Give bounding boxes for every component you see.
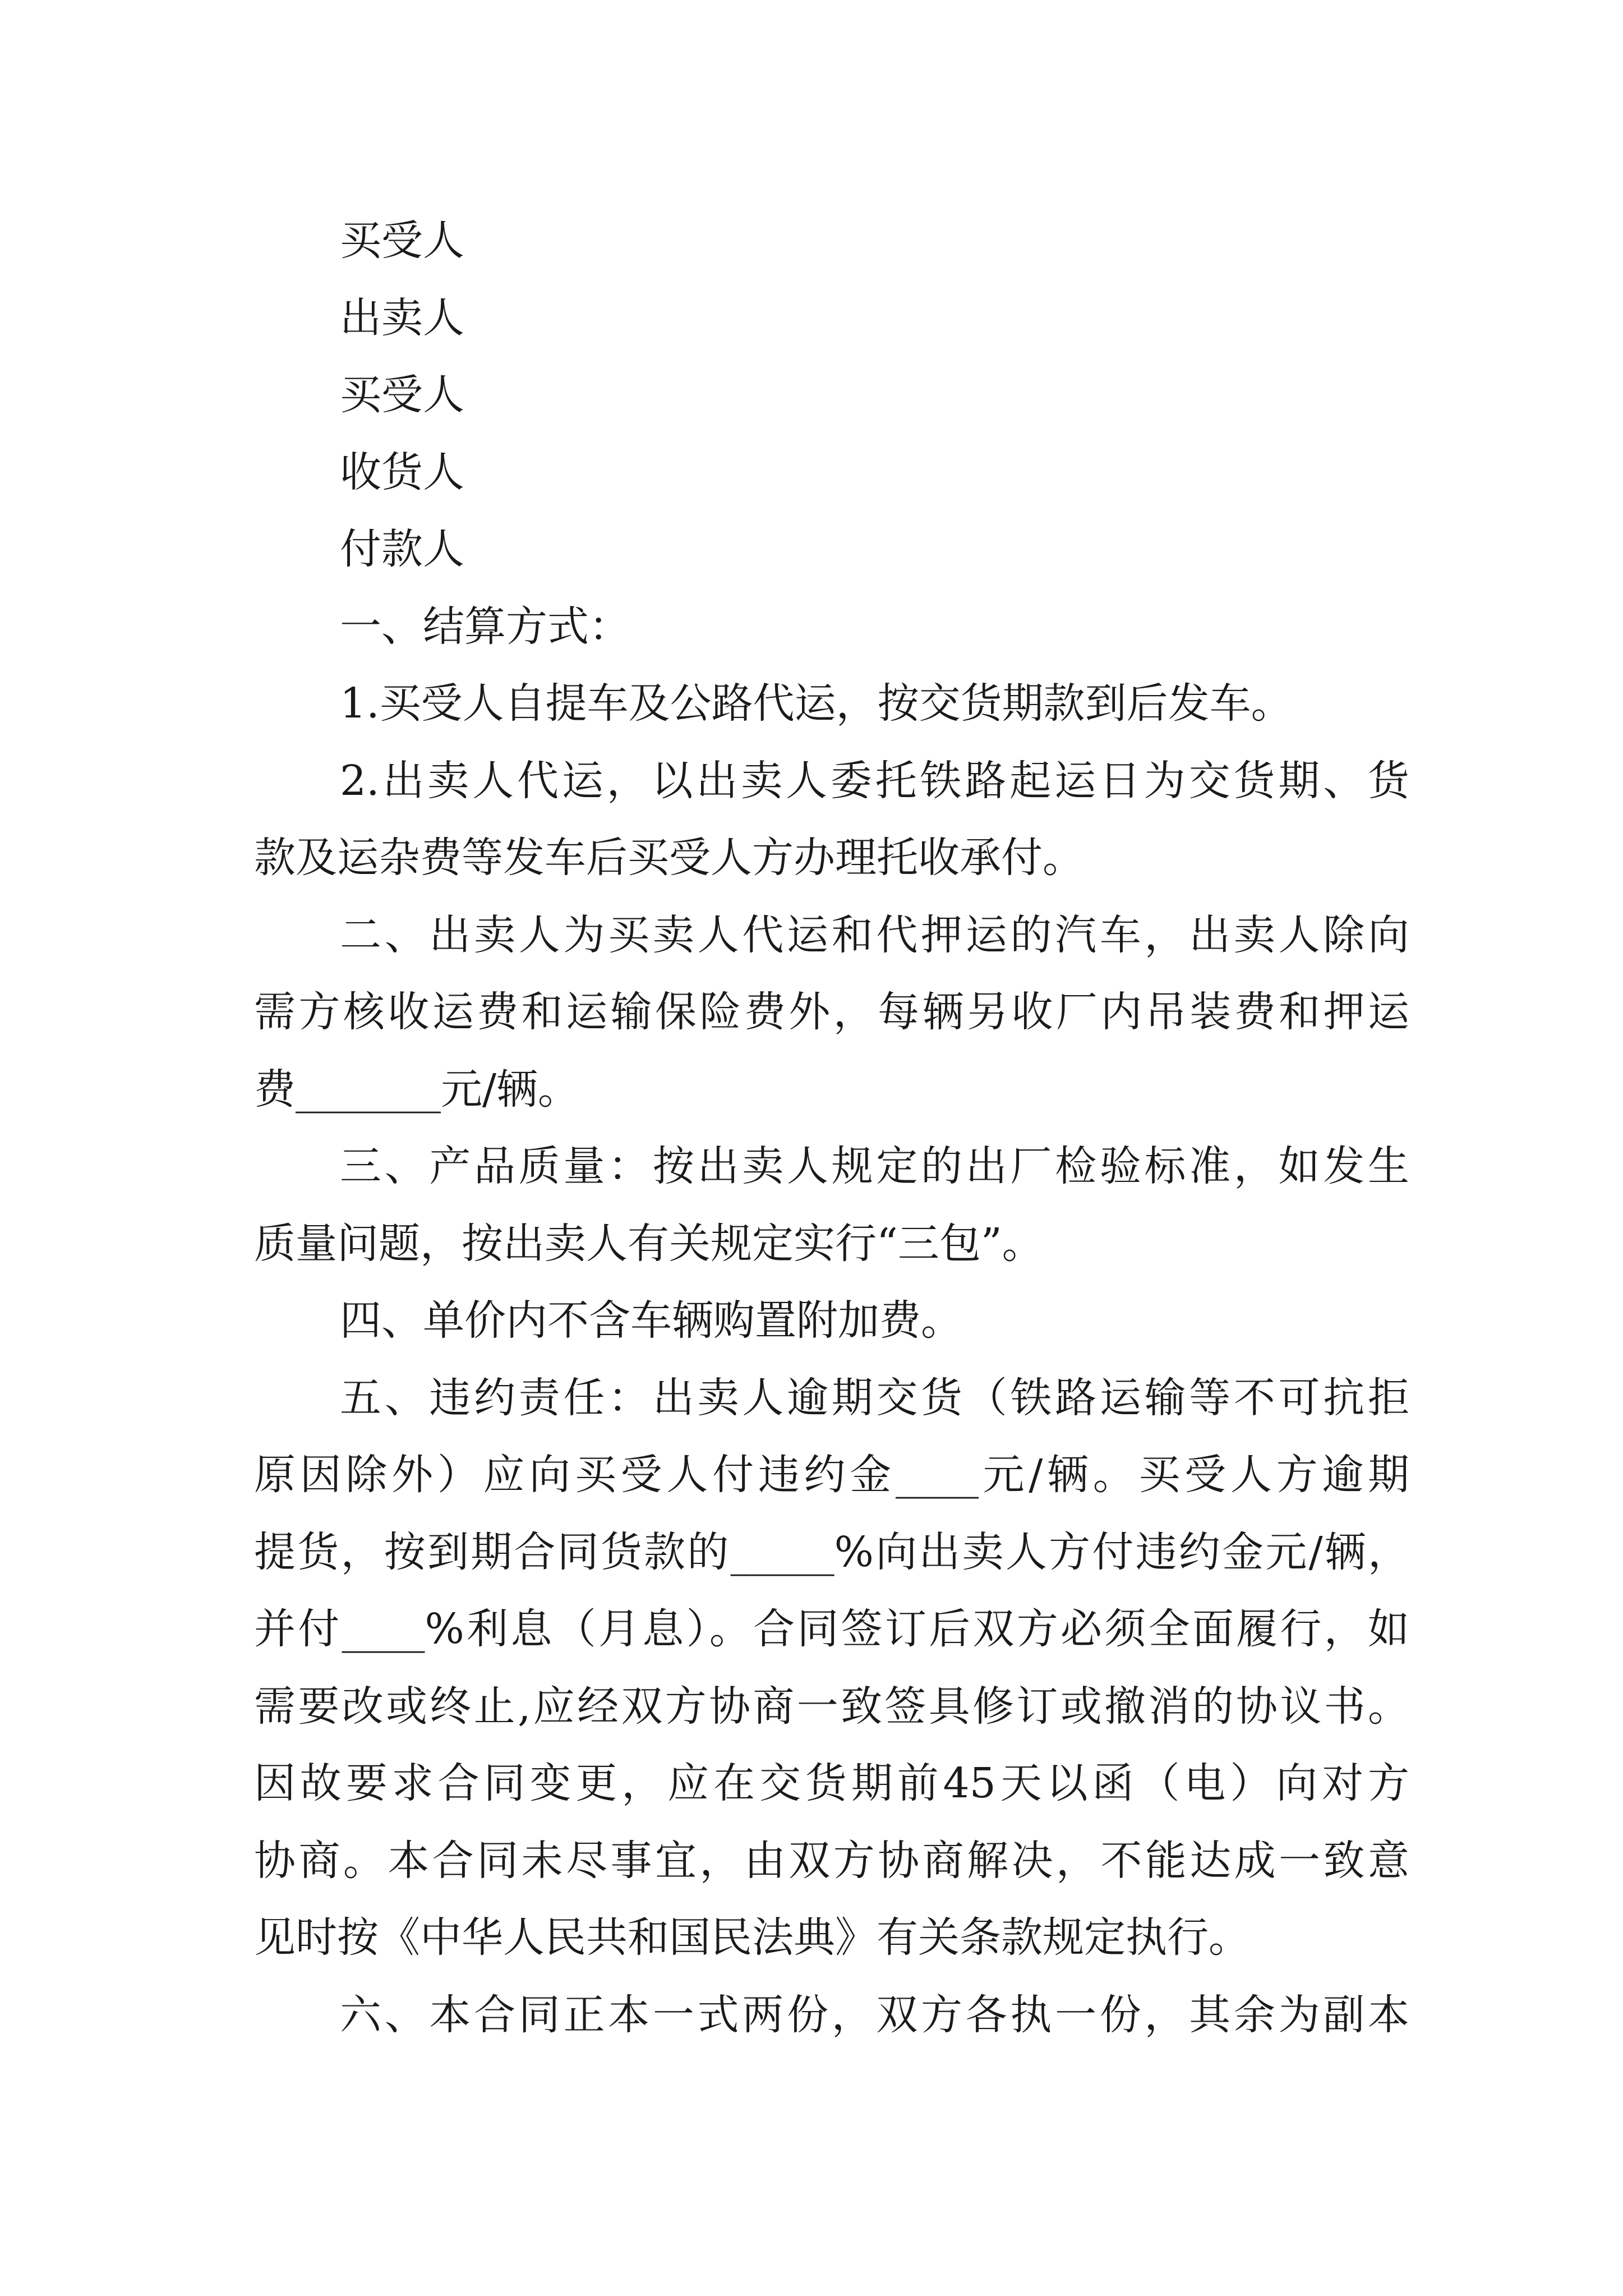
clause-6-line-1: 六、本合同正本一式两份，双方各执一份，其余为副本 <box>340 1991 1409 2039</box>
clause-5-line-8: 见时按《中华人民共和国民法典》有关条款规定执行。 <box>254 1913 1250 1962</box>
section-settlement-heading: 一、结算方式： <box>340 602 630 651</box>
clause-2-line-1: 二、出卖人为买卖人代运和代押运的汽车，出卖人除向 <box>340 911 1409 959</box>
clause-5-line-2: 原因除外）应向买受人付违约金____元/辆。买受人方逾期 <box>254 1451 1409 1499</box>
clause-4: 四、单价内不含车辆购置附加费。 <box>340 1296 962 1345</box>
party-consignee-label: 收货人 <box>340 448 464 496</box>
clause-5-line-4: 并付____%利息（月息）。合同签订后双方必须全面履行，如 <box>254 1605 1409 1653</box>
settlement-item-1: 1.买受人自提车及公路代运，按交货期款到后发车。 <box>340 679 1293 728</box>
party-buyer-label: 买受人 <box>340 217 464 265</box>
clause-3-line-2: 质量问题，按出卖人有关规定实行“三包”。 <box>254 1220 1044 1268</box>
clause-5-line-1: 五、违约责任：出卖人逾期交货（铁路运输等不可抗拒 <box>340 1374 1409 1422</box>
clause-5-line-6: 因故要求合同变更，应在交货期前45天以函（电）向对方 <box>254 1759 1409 1807</box>
clause-5-line-3: 提货，按到期合同货款的_____%向出卖人方付违约金元/辆， <box>254 1528 1409 1576</box>
clause-3-line-1: 三、产品质量：按出卖人规定的出厂检验标准，如发生 <box>340 1142 1409 1190</box>
party-seller-label: 出卖人 <box>340 294 464 342</box>
settlement-item-2-line-2: 款及运杂费等发车后买受人方办理托收承付。 <box>254 834 1084 882</box>
settlement-item-2-line-1: 2.出卖人代运，以出卖人委托铁路起运日为交货期、货 <box>340 757 1409 805</box>
party-buyer-label-2: 买受人 <box>340 371 464 419</box>
clause-5-line-7: 协商。本合同未尽事宜，由双方协商解决，不能达成一致意 <box>254 1837 1409 1885</box>
clause-2-line-2: 需方核收运费和运输保险费外，每辆另收厂内吊装费和押运 <box>254 988 1409 1036</box>
clause-5-line-5: 需要改或终止,应经双方协商一致签具修订或撤消的协议书。 <box>254 1682 1409 1731</box>
party-payer-label: 付款人 <box>340 525 464 573</box>
clause-2-line-3: 费_______元/辆。 <box>254 1065 579 1114</box>
